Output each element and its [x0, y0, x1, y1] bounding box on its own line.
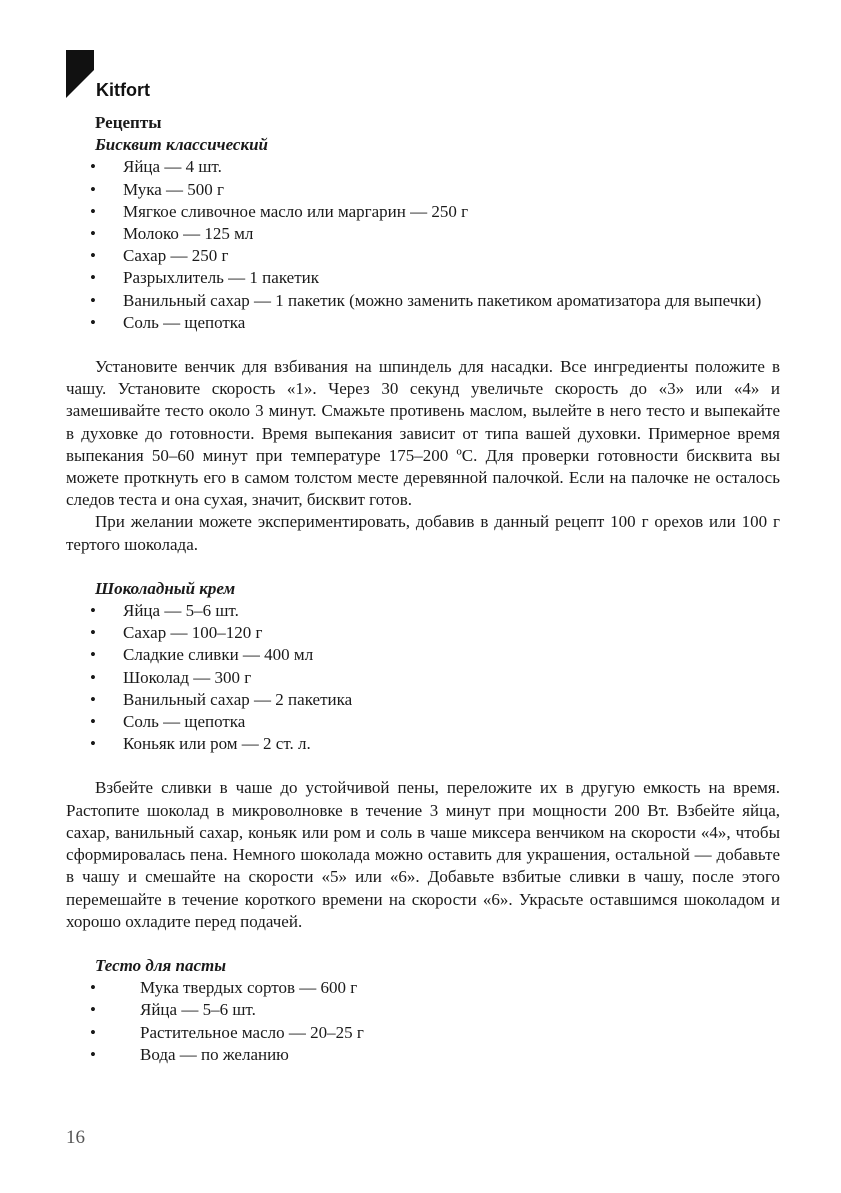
paragraph: При желании можете экспериментировать, добавив в данный рецепт 100 г орехов или 100 г тертого шоколада. [66, 512, 780, 554]
list-item: • Сладкие сливки — 400 мл [66, 644, 780, 666]
list-item: • Ванильный сахар — 2 пакетика [66, 689, 780, 711]
brand-logo [66, 50, 166, 102]
list-item: • Ванильный сахар — 1 пакетик (можно заменить пакетиком ароматизатора для выпечки) [66, 290, 780, 312]
list-item: • Мягкое сливочное масло или маргарин — 250 г [66, 201, 780, 223]
list-item: • Вода — по желанию [66, 1044, 780, 1066]
list-item: • Яйца — 4 шт. [66, 156, 780, 178]
list-item: • Мука твердых сортов — 600 г [66, 977, 780, 999]
paragraph: Взбейте сливки в чаше до устойчивой пены, переложите их в другую емкость на время. Растопите шоколад в микроволновке в течение 3 минут при мощности 200 Вт. Взбейте яйца, сахар, ванильный сахар, коньяк или ром и соль в чаше миксера венчиком на скорости «4», чтобы сформировалась пена. Немного шоколада можно оставить для украшения, остальной — добавьте в чашу и смешайте на скорости «5» или «6». Добавьте взбитые сливки в чашу, после этого перемешайте в течение короткого времени на скорости «6». Украсьте оставшимся шоколадом и хорошо охладите перед подачей. [66, 778, 780, 931]
list-item: • Яйца — 5–6 шт. [66, 999, 780, 1021]
list-item: • Молоко — 125 мл [66, 223, 780, 245]
ingredient-list [66, 156, 780, 334]
list-item: • Яйца — 5–6 шт. [66, 600, 780, 622]
ingredient-list [66, 977, 780, 1066]
list-item: • Коньяк или ром — 2 ст. л. [66, 733, 780, 755]
list-item: • Сахар — 250 г [66, 245, 780, 267]
brand-name: Kitfort [96, 80, 150, 100]
page-heading: Рецепты [95, 113, 162, 132]
list-item: • Шоколад — 300 г [66, 667, 780, 689]
paragraph: Установите венчик для взбивания на шпиндель для насадки. Все ингредиенты положите в чашу. Установите скорость «1». Через 30 секунд увеличьте скорость до «3» или «4» и замешивайте тесто около 3 минут. Смажьте противень маслом, вылейте в него тесто и выпекайте в духовке до готовности. Время выпекания зависит от типа вашей духовки. Примерное время выпекания 50–60 минут при температуре 175–200 ºC. Для проверки готовности бисквита вы можете проткнуть его в самом толстом месте деревянной палочкой. Если на палочке не осталось следов теста и она сухая, значит, бисквит готов. [66, 357, 780, 510]
list-item: • Разрыхлитель — 1 пакетик [66, 267, 780, 289]
list-item: • Мука — 500 г [66, 179, 780, 201]
recipes-content [66, 112, 780, 1066]
recipe-title: Бисквит классический [95, 135, 268, 155]
list-item: • Сахар — 100–120 г [66, 622, 780, 644]
list-item: • Растительное масло — 20–25 г [66, 1022, 780, 1044]
list-item: • Соль — щепотка [66, 312, 780, 334]
recipe-title: Шоколадный крем [95, 578, 236, 598]
recipe-title: Тесто для пасты [95, 955, 227, 975]
list-item: • Соль — щепотка [66, 711, 780, 733]
ingredient-list [66, 600, 780, 755]
kitfort-logo-icon [66, 50, 94, 100]
page-number: 16 [66, 1127, 85, 1148]
